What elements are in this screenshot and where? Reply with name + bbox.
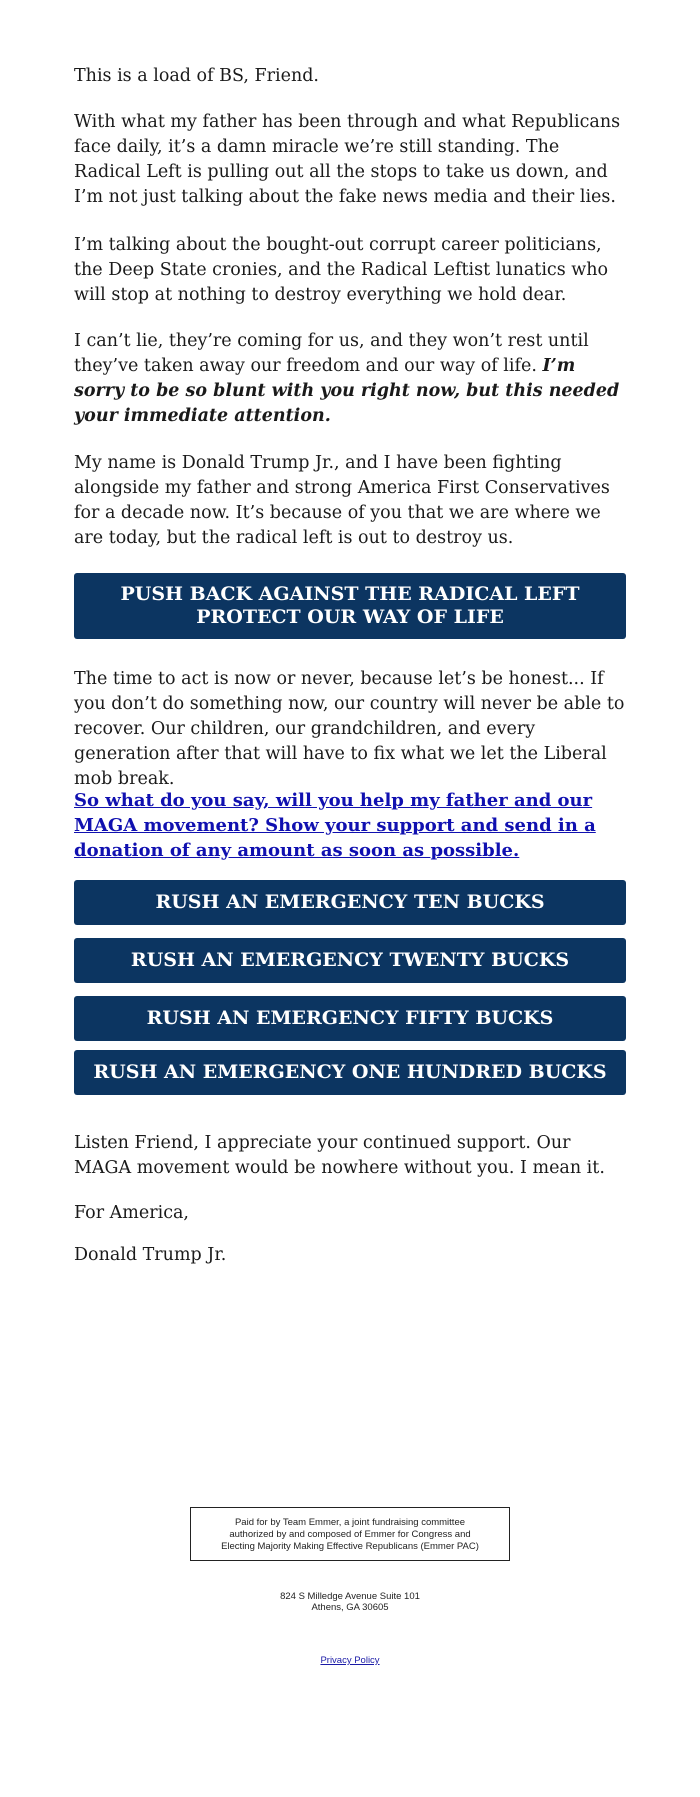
mailing-address: [190, 1591, 510, 1613]
paragraph-5: The time to act is now or never, because let’s be honest... If you don’t do something now, our country will never be able to recover. Our children, our grandchildren, and every generation after that will have to fix what we let the Liberal mob break.: [74, 669, 625, 789]
push-back-button-line1: PUSH BACK AGAINST THE RADICAL LEFT: [120, 583, 580, 605]
privacy-container: [190, 1655, 510, 1667]
disclaimer-line: Paid for by Team Emmer, a joint fundraising committee: [234, 1517, 466, 1528]
donate-twenty-button[interactable]: RUSH AN EMERGENCY TWENTY BUCKS: [74, 938, 626, 983]
paid-for-disclaimer: [190, 1507, 510, 1561]
donation-link[interactable]: So what do you say, will you help my father and our MAGA movement? Show your support and send in a donation of any amount as soon as possible.: [74, 790, 596, 861]
signature: Donald Trump Jr.: [74, 1245, 227, 1265]
donate-fifty-button[interactable]: RUSH AN EMERGENCY FIFTY BUCKS: [74, 996, 626, 1041]
paragraph-1: With what my father has been through and what Republicans face daily, it’s a damn miracle we’re still standing. The Radical Left is pulling out all the stops to take us down, and I’m not just talking about the fake news media and their lies.: [74, 112, 621, 207]
address-line-2: Athens, GA 30605: [311, 1602, 389, 1613]
paragraph-2: I’m talking about the bought-out corrupt career politicians, the Deep State cronies, and the Radical Leftist lunatics who will stop at nothing to destroy everything we hold dear.: [74, 235, 609, 305]
disclaimer-line: authorized by and composed of Emmer for Congress and: [229, 1529, 471, 1540]
sign-off: For America,: [74, 1203, 189, 1223]
greeting: This is a load of BS, Friend.: [74, 66, 319, 86]
address-line-1: 824 S Milledge Avenue Suite 101: [280, 1591, 420, 1602]
paragraph-3: [74, 329, 626, 429]
disclaimer-line: Electing Majority Making Effective Republicans (Emmer PAC): [221, 1541, 479, 1552]
donate-hundred-button[interactable]: RUSH AN EMERGENCY ONE HUNDRED BUCKS: [74, 1050, 626, 1095]
donate-ten-button[interactable]: RUSH AN EMERGENCY TEN BUCKS: [74, 880, 626, 925]
paragraph-3-emphasis: I’m sorry to be so blunt with you right now, but this needed your immediate attention.: [74, 356, 620, 426]
paragraph-3-text: I can’t lie, they’re coming for us, and they won’t rest until they’ve taken away our freedom and our way of life.: [74, 331, 589, 376]
closing-paragraph: Listen Friend, I appreciate your continued support. Our MAGA movement would be nowhere without you. I mean it.: [74, 1133, 605, 1178]
privacy-policy-link[interactable]: Privacy Policy: [320, 1655, 380, 1666]
paragraph-4: My name is Donald Trump Jr., and I have been fighting alongside my father and strong America First Conservatives for a decade now. It’s because of you that we are where we are today, but the radical left is out to destroy us.: [74, 453, 610, 548]
push-back-button[interactable]: [74, 573, 626, 639]
push-back-button-line2: PROTECT OUR WAY OF LIFE: [196, 606, 504, 628]
